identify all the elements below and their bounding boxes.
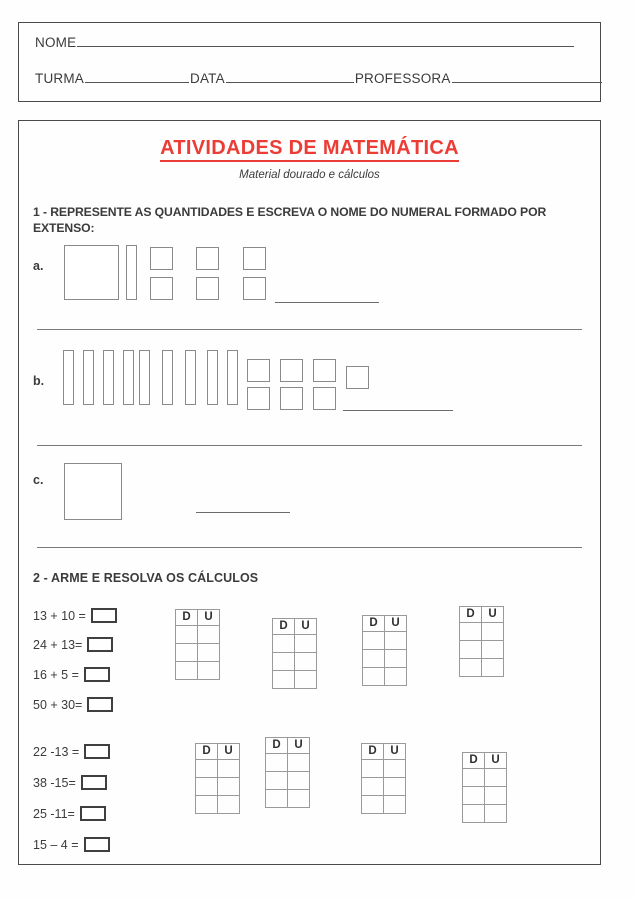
grid-cell[interactable] — [384, 778, 406, 796]
grid-header-row — [463, 753, 507, 769]
place-value-grid-5[interactable] — [195, 743, 240, 814]
ten-rod-block — [123, 350, 134, 405]
place-value-grid-4[interactable] — [459, 606, 504, 677]
grid-header-units: U — [288, 738, 310, 754]
place-value-grid-2[interactable] — [272, 618, 317, 689]
grid-cell[interactable] — [266, 790, 288, 808]
grid-cell[interactable] — [482, 623, 504, 641]
place-value-grid-8[interactable] — [462, 752, 507, 823]
grid-body-row[interactable] — [362, 760, 406, 778]
turma-write-line[interactable] — [85, 71, 189, 83]
grid-header-tens: D — [460, 607, 482, 623]
question-1-heading: 1 - REPRESENTE AS QUANTIDADES E ESCREVA O NOME DO NUMERAL FORMADO POR EXTENSO: — [33, 205, 547, 235]
grid-cell[interactable] — [198, 626, 220, 644]
grid-cell[interactable] — [385, 632, 407, 650]
grid-cell[interactable] — [218, 796, 240, 814]
grid-body-row[interactable] — [460, 623, 504, 641]
place-value-grid-1[interactable] — [175, 609, 220, 680]
subtraction-problem-1 — [33, 744, 110, 759]
unit-cube-block — [247, 387, 270, 410]
ten-rod-block — [227, 350, 238, 405]
grid-header-row — [363, 616, 407, 632]
hundred-flat-block — [64, 245, 119, 300]
subtraction-problem-3 — [33, 806, 106, 821]
grid-header-units: U — [295, 619, 317, 635]
addition-answer-box-3[interactable] — [84, 667, 110, 682]
grid-header-units: U — [385, 616, 407, 632]
worksheet-body — [18, 120, 601, 865]
grid-body-row[interactable] — [460, 659, 504, 677]
grid-cell[interactable] — [362, 796, 384, 814]
addition-expression-2: 24 + 13= — [33, 637, 83, 652]
hundred-flat-block — [64, 463, 122, 520]
grid-cell[interactable] — [176, 644, 198, 662]
ten-rod-block — [63, 350, 74, 405]
subtraction-problem-4 — [33, 837, 110, 852]
subtraction-answer-box-1[interactable] — [84, 744, 110, 759]
subtraction-problem-2 — [33, 775, 107, 790]
grid-body-row[interactable] — [463, 805, 507, 823]
data-label: DATA — [190, 71, 225, 86]
subtraction-answer-box-2[interactable] — [81, 775, 107, 790]
student-info-box — [18, 22, 601, 102]
unit-cube-block — [346, 366, 369, 389]
unit-cube-block — [150, 277, 173, 300]
grid-header-row — [362, 744, 406, 760]
grid-header-units: U — [198, 610, 220, 626]
question-2-heading: 2 - ARME E RESOLVA OS CÁLCULOS — [33, 571, 259, 585]
subtraction-expression-4: 15 – 4 = — [33, 837, 79, 852]
ten-rod-block — [139, 350, 150, 405]
ten-rod-block — [83, 350, 94, 405]
turma-data-professora-row — [35, 71, 603, 86]
page-title — [19, 137, 600, 160]
grid-header-tens: D — [266, 738, 288, 754]
grid-cell[interactable] — [362, 760, 384, 778]
grid-body-row[interactable] — [363, 632, 407, 650]
item-b-letter: b. — [33, 374, 45, 388]
subtraction-expression-2: 38 -15= — [33, 775, 76, 790]
grid-header-tens: D — [176, 610, 198, 626]
unit-cube-block — [150, 247, 173, 270]
grid-header-row — [460, 607, 504, 623]
place-value-grid-7[interactable] — [361, 743, 406, 814]
addition-answer-box-2[interactable] — [87, 637, 113, 652]
grid-header-tens: D — [273, 619, 295, 635]
grid-cell[interactable] — [384, 796, 406, 814]
grid-header-tens: D — [362, 744, 384, 760]
grid-body-row[interactable] — [176, 626, 220, 644]
grid-body-row[interactable] — [273, 635, 317, 653]
grid-cell[interactable] — [176, 662, 198, 680]
unit-cube-block — [313, 359, 336, 382]
grid-body-row[interactable] — [273, 671, 317, 689]
grid-cell[interactable] — [288, 754, 310, 772]
grid-cell[interactable] — [460, 623, 482, 641]
professora-label: PROFESSORA — [354, 71, 451, 86]
place-value-grid-3[interactable] — [362, 615, 407, 686]
grid-cell[interactable] — [460, 641, 482, 659]
grid-body-row[interactable] — [460, 641, 504, 659]
grid-body-row[interactable] — [363, 650, 407, 668]
item-b-answer-line[interactable] — [343, 410, 453, 411]
grid-cell[interactable] — [198, 644, 220, 662]
grid-cell[interactable] — [198, 662, 220, 680]
grid-cell[interactable] — [384, 760, 406, 778]
grid-body-row[interactable] — [196, 760, 240, 778]
addition-problem-4 — [33, 697, 113, 712]
grid-body-row[interactable] — [362, 796, 406, 814]
addition-answer-box-4[interactable] — [87, 697, 113, 712]
grid-header-units: U — [482, 607, 504, 623]
grid-cell[interactable] — [482, 641, 504, 659]
subtraction-expression-3: 25 -11= — [33, 806, 75, 821]
grid-cell[interactable] — [363, 650, 385, 668]
subtraction-answer-box-4[interactable] — [84, 837, 110, 852]
grid-header-units: U — [384, 744, 406, 760]
unit-cube-block — [196, 277, 219, 300]
grid-header-tens: D — [463, 753, 485, 769]
subtraction-expression-1: 22 -13 = — [33, 744, 80, 759]
grid-cell[interactable] — [463, 805, 485, 823]
grid-cell[interactable] — [273, 653, 295, 671]
item-a-extenso-line[interactable] — [37, 329, 582, 330]
nome-write-line[interactable] — [77, 35, 574, 47]
grid-cell[interactable] — [463, 769, 485, 787]
unit-cube-block — [280, 359, 303, 382]
unit-cube-block — [243, 277, 266, 300]
nome-field-row — [35, 35, 575, 50]
addition-problem-3 — [33, 667, 110, 682]
item-c-answer-line[interactable] — [196, 512, 290, 513]
grid-cell[interactable] — [266, 754, 288, 772]
item-b-extenso-line[interactable] — [37, 445, 582, 446]
addition-answer-box-1[interactable] — [91, 608, 117, 623]
grid-cell[interactable] — [196, 760, 218, 778]
grid-body-row[interactable] — [266, 754, 310, 772]
addition-expression-4: 50 + 30= — [33, 697, 83, 712]
professora-write-line[interactable] — [452, 71, 602, 83]
grid-cell[interactable] — [273, 671, 295, 689]
unit-cube-block — [247, 359, 270, 382]
grid-cell[interactable] — [218, 778, 240, 796]
item-a-letter: a. — [33, 259, 44, 273]
unit-cube-block — [280, 387, 303, 410]
item-c-letter: c. — [33, 473, 44, 487]
grid-cell[interactable] — [196, 778, 218, 796]
grid-body-row[interactable] — [196, 778, 240, 796]
grid-body-row[interactable] — [362, 778, 406, 796]
grid-cell[interactable] — [288, 772, 310, 790]
grid-body-row[interactable] — [463, 787, 507, 805]
addition-expression-3: 16 + 5 = — [33, 667, 79, 682]
grid-header-units: U — [218, 744, 240, 760]
ten-rod-block — [185, 350, 196, 405]
item-a-answer-line[interactable] — [275, 302, 379, 303]
grid-header-units: U — [485, 753, 507, 769]
grid-header-row — [273, 619, 317, 635]
ten-rod-block — [207, 350, 218, 405]
grid-cell[interactable] — [176, 626, 198, 644]
grid-cell[interactable] — [485, 805, 507, 823]
subtraction-answer-box-3[interactable] — [80, 806, 106, 821]
grid-body-row[interactable] — [196, 796, 240, 814]
grid-cell[interactable] — [463, 787, 485, 805]
grid-cell[interactable] — [363, 632, 385, 650]
unit-cube-block — [243, 247, 266, 270]
page-subtitle: Material dourado e cálculos — [239, 169, 380, 181]
grid-body-row[interactable] — [266, 790, 310, 808]
item-c-extenso-line[interactable] — [37, 547, 582, 548]
addition-problem-2 — [33, 637, 113, 652]
grid-header-tens: D — [363, 616, 385, 632]
grid-cell[interactable] — [485, 787, 507, 805]
ten-rod-block — [126, 245, 137, 300]
grid-cell[interactable] — [363, 668, 385, 686]
nome-label: NOME — [35, 35, 77, 50]
addition-problem-1 — [33, 608, 117, 623]
unit-cube-block — [313, 387, 336, 410]
grid-cell[interactable] — [385, 650, 407, 668]
grid-body-row[interactable] — [463, 769, 507, 787]
grid-cell[interactable] — [295, 671, 317, 689]
place-value-grid-6[interactable] — [265, 737, 310, 808]
grid-cell[interactable] — [266, 772, 288, 790]
grid-cell[interactable] — [460, 659, 482, 677]
grid-body-row[interactable] — [266, 772, 310, 790]
grid-body-row[interactable] — [176, 644, 220, 662]
grid-cell[interactable] — [218, 760, 240, 778]
grid-header-row — [176, 610, 220, 626]
page-title-text: ATIVIDADES DE MATEMÁTICA — [160, 137, 459, 162]
grid-cell[interactable] — [288, 790, 310, 808]
ten-rod-block — [162, 350, 173, 405]
grid-body-row[interactable] — [363, 668, 407, 686]
grid-cell[interactable] — [196, 796, 218, 814]
grid-cell[interactable] — [385, 668, 407, 686]
grid-cell[interactable] — [362, 778, 384, 796]
grid-cell[interactable] — [485, 769, 507, 787]
grid-header-tens: D — [196, 744, 218, 760]
grid-body-row[interactable] — [273, 653, 317, 671]
grid-cell[interactable] — [273, 635, 295, 653]
grid-cell[interactable] — [295, 653, 317, 671]
data-write-line[interactable] — [226, 71, 354, 83]
turma-label: TURMA — [35, 71, 84, 86]
addition-expression-1: 13 + 10 = — [33, 608, 86, 623]
grid-header-row — [266, 738, 310, 754]
unit-cube-block — [196, 247, 219, 270]
grid-cell[interactable] — [482, 659, 504, 677]
grid-body-row[interactable] — [176, 662, 220, 680]
grid-cell[interactable] — [295, 635, 317, 653]
ten-rod-block — [103, 350, 114, 405]
grid-header-row — [196, 744, 240, 760]
